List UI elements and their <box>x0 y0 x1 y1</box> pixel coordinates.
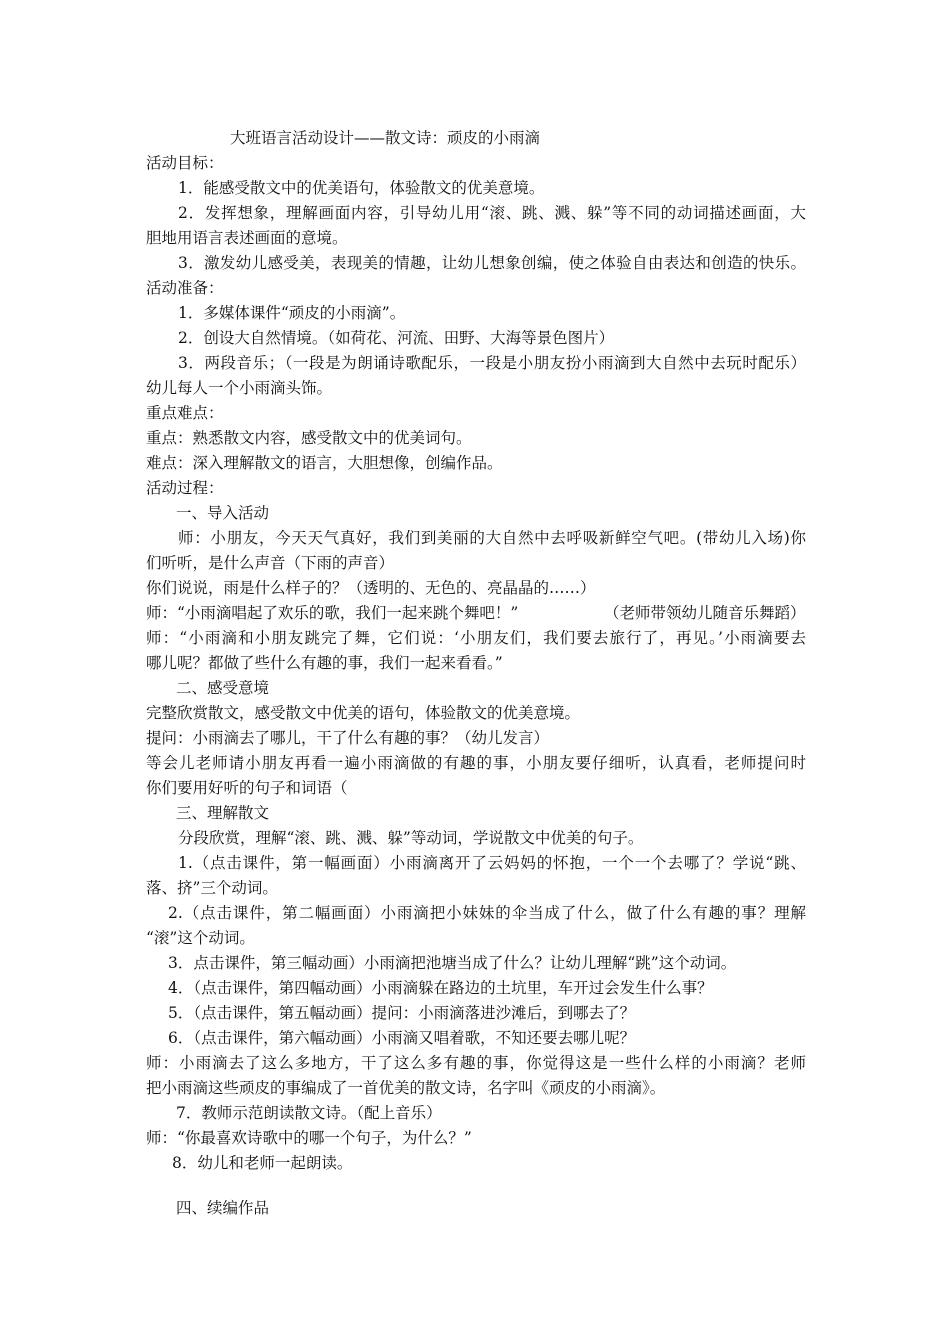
step-heading-3: 三、理解散文 <box>176 804 270 822</box>
list-item: 5．（点击课件，第五幅动画）提问：小雨滴落进沙滩后，到哪去了？ <box>168 1004 636 1022</box>
paragraph-line: 们听听，是什么声音（下雨的声音） <box>146 554 395 572</box>
list-item: 2.（点击课件，第二幅画面）小雨滴把小妹妹的伞当成了什么，做了什么有趣的事？理解 <box>168 904 806 922</box>
list-item: 1.（点击课件，第一幅画面）小雨滴离开了云妈妈的怀抱，一个一个去哪了？学说“跳、 <box>178 854 806 872</box>
section-heading-goals: 活动目标： <box>146 154 224 172</box>
paragraph-line: 提问：小雨滴去了哪儿，干了什么有趣的事？（幼儿发言） <box>146 729 550 747</box>
stage-direction: （老师带领幼儿随音乐舞蹈） <box>604 604 806 622</box>
paragraph-line: 你们要用好听的句子和词语（ <box>146 779 348 797</box>
section-heading-process: 活动过程： <box>146 479 224 497</box>
document-title: 大班语言活动设计——散文诗：顽皮的小雨滴 <box>230 129 541 147</box>
section-heading-preparation: 活动准备： <box>146 279 224 297</box>
paragraph-line: 分段欣赏，理解“滚、跳、溅、躲”等动词，学说散文中优美的句子。 <box>178 829 644 847</box>
paragraph-line: 师：小朋友，今天天气真好，我们到美丽的大自然中去呼吸新鲜空气吧。(带幼儿入场)你 <box>178 529 806 547</box>
paragraph-line: 完整欣赏散文，感受散文中优美的语句，体验散文的优美意境。 <box>146 704 581 722</box>
prep-item-3: 3．两段音乐；（一段是为朗诵诗歌配乐，一段是小朋友扮小雨滴到大自然中去玩时配乐） <box>178 354 806 372</box>
list-item: 3．点击课件，第三幅动画）小雨滴把池塘当成了什么？让幼儿理解“跳”这个动词。 <box>168 954 737 972</box>
paragraph-line: 你们说说，雨是什么样子的？（透明的、无色的、亮晶晶的……） <box>146 579 596 597</box>
list-item-cont: “滚”这个动词。 <box>146 929 255 947</box>
step-heading-4: 四、续编作品 <box>176 1199 270 1217</box>
key-point: 重点：熟悉散文内容，感受散文中的优美词句。 <box>146 429 472 447</box>
prep-item-2: 2．创设大自然情境。（如荷花、河流、田野、大海等景色图片） <box>178 329 615 347</box>
prep-item-3-cont: 幼儿每人一个小雨滴头饰。 <box>146 379 333 397</box>
paragraph-line: 把小雨滴这些顽皮的事编成了一首优美的散文诗，名字叫《顽皮的小雨滴》。 <box>146 1079 666 1097</box>
paragraph-line: 哪儿呢？都做了些什么有趣的事，我们一起来看看。” <box>146 654 503 672</box>
list-item: 4．（点击课件，第四幅动画）小雨滴躲在路边的土坑里，车开过会发生什么事？ <box>168 979 713 997</box>
paragraph-line: 师：“小雨滴唱起了欢乐的歌，我们一起来跳个舞吧！” <box>146 604 519 622</box>
goal-item-2: 2．发挥想象，理解画面内容，引导幼儿用“滚、跳、溅、躲”等不同的动词描述画面，大 <box>178 204 806 222</box>
list-item: 8．幼儿和老师一起朗读。 <box>172 1154 353 1172</box>
list-item: 7．教师示范朗读散文诗。（配上音乐） <box>176 1104 442 1122</box>
paragraph-line: 师：“小雨滴和小朋友跳完了舞，它们说：‘小朋友们，我们要去旅行了，再见。’小雨滴要去 <box>146 629 806 647</box>
prep-item-1: 1．多媒体课件“顽皮的小雨滴”。 <box>178 304 406 322</box>
paragraph-line: 等会儿老师请小朋友再看一遍小雨滴做的有趣的事，小朋友要仔细听，认真看，老师提问时 <box>146 754 806 772</box>
step-heading-1: 一、导入活动 <box>176 504 270 522</box>
paragraph-line: 师：小雨滴去了这么多地方，干了这么多有趣的事，你觉得这是一些什么样的小雨滴？老师 <box>146 1054 806 1072</box>
list-item: 6．（点击课件，第六幅动画）小雨滴又唱着歌，不知还要去哪儿呢？ <box>168 1029 636 1047</box>
difficult-point: 难点：深入理解散文的语言，大胆想像，创编作品。 <box>146 454 503 472</box>
goal-item-3: 3．激发幼儿感受美，表现美的情趣，让幼儿想象创编，使之体验自由表达和创造的快乐。 <box>178 254 806 272</box>
goal-item-2-cont: 胆地用语言表述画面的意境。 <box>146 229 348 247</box>
goal-item-1: 1．能感受散文中的优美语句，体验散文的优美意境。 <box>178 179 545 197</box>
section-heading-key-points: 重点难点： <box>146 404 224 422</box>
paragraph-line: 师：“你最喜欢诗歌中的哪一个句子，为什么？” <box>146 1129 472 1147</box>
step-heading-2: 二、感受意境 <box>176 679 270 697</box>
list-item-cont: 落、挤”三个动词。 <box>146 879 278 897</box>
